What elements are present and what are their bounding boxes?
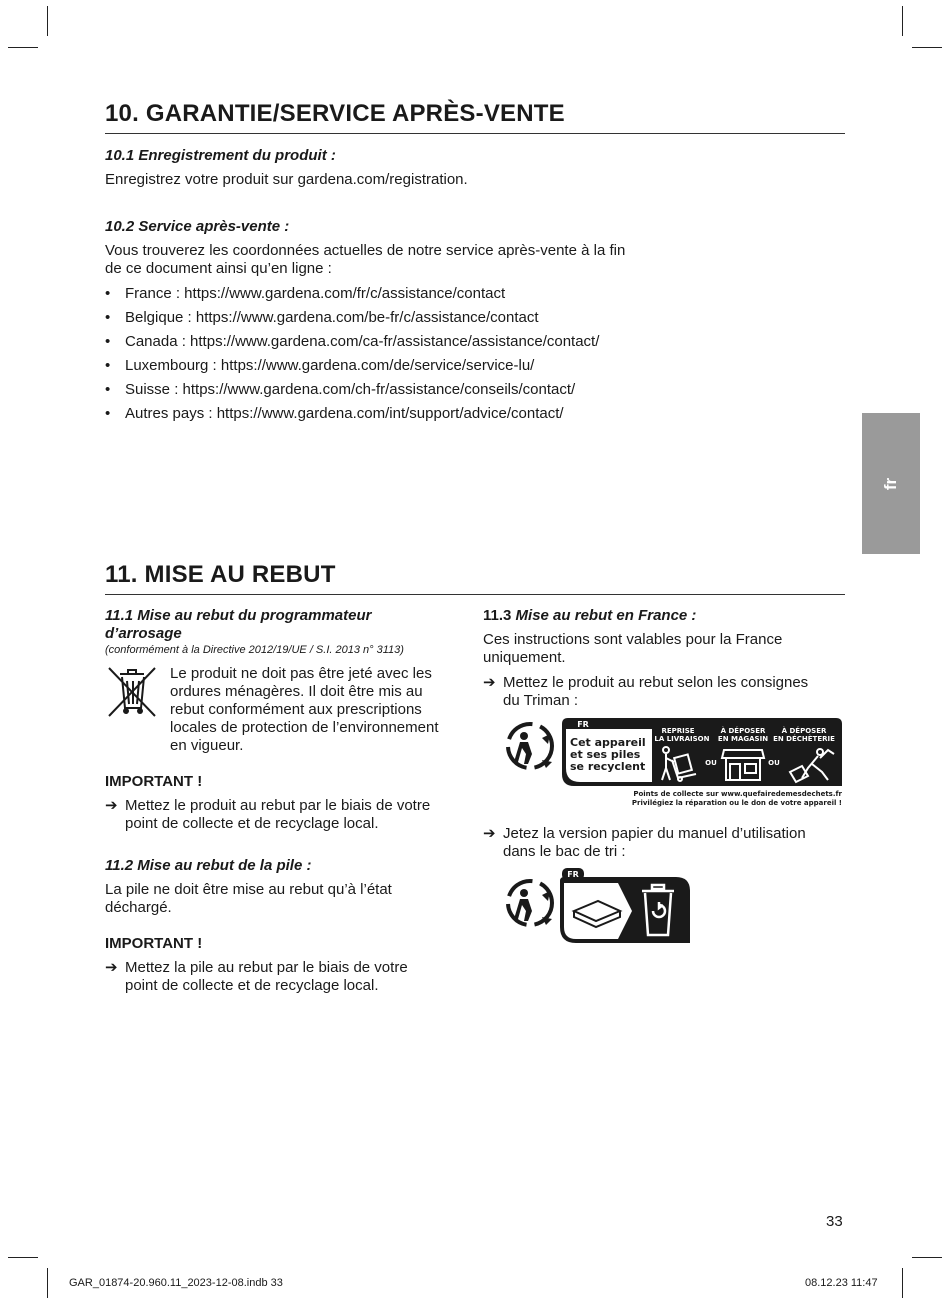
triman-col-label: REPRISE bbox=[661, 727, 695, 735]
crop-mark bbox=[8, 1257, 38, 1258]
triman-main-line: Cet appareil bbox=[570, 736, 646, 749]
crop-mark bbox=[902, 6, 903, 36]
triman-main-line: et ses piles bbox=[570, 748, 641, 761]
disposal-text-line: en vigueur. bbox=[170, 737, 244, 754]
triman-main-line: se recyclent bbox=[570, 760, 646, 773]
instruction-line: Jetez la version papier du manuel d’utilisation bbox=[503, 825, 806, 842]
triman-col-label: À DÉPOSER bbox=[781, 727, 827, 735]
subsection-10-1-title: 10.1 Enregistrement du produit : bbox=[105, 147, 336, 164]
triman-person-icon bbox=[508, 881, 552, 925]
crop-mark bbox=[47, 6, 48, 36]
arrow-icon: ➔ bbox=[483, 825, 496, 842]
section-divider bbox=[105, 133, 845, 134]
registration-text: Enregistrez votre produit sur gardena.com/registration. bbox=[105, 171, 468, 188]
subsection-11-1-title: d’arrosage bbox=[105, 625, 182, 642]
paper-sorting-logo bbox=[502, 867, 692, 945]
paper-badge: FR bbox=[567, 870, 579, 879]
triman-logo bbox=[502, 716, 844, 809]
service-text-line: de ce document ainsi qu’en ligne : bbox=[105, 260, 332, 277]
list-item[interactable]: • Autres pays : https://www.gardena.com/int/support/advice/contact/ bbox=[105, 405, 599, 429]
crop-mark bbox=[47, 1268, 48, 1298]
footer-file-info: GAR_01874-20.960.11_2023-12-08.indb 33 bbox=[69, 1277, 283, 1289]
subsection-11-3-title: 11.3 Mise au rebut en France : bbox=[483, 607, 697, 624]
important-heading: IMPORTANT ! bbox=[105, 935, 203, 952]
france-text-line: Ces instructions sont valables pour la France bbox=[483, 631, 783, 648]
language-tab bbox=[862, 413, 920, 554]
instruction-line: du Triman : bbox=[503, 692, 579, 709]
footer-date-time: 08.12.23 11:47 bbox=[805, 1277, 878, 1289]
subsection-11-2-title: 11.2 Mise au rebut de la pile : bbox=[105, 857, 312, 874]
triman-footer-line: Privilégiez la réparation ou le don de votre appareil ! bbox=[631, 799, 842, 807]
triman-badge: FR bbox=[577, 720, 589, 729]
instruction-line: Mettez le produit au rebut par le biais de votre bbox=[125, 797, 431, 814]
triman-col-label: EN MAGASIN bbox=[717, 735, 769, 743]
section-divider bbox=[105, 594, 845, 595]
list-item[interactable]: • Belgique : https://www.gardena.com/be-fr/c/assistance/contact bbox=[105, 309, 599, 333]
instruction-item bbox=[483, 674, 808, 710]
disposal-text-line: ordures ménagères. Il doit être mis au bbox=[170, 683, 423, 700]
arrow-icon: ➔ bbox=[105, 797, 118, 814]
triman-person-icon bbox=[508, 724, 552, 768]
battery-text-line: déchargé. bbox=[105, 899, 172, 916]
section-10-title: 10. GARANTIE/SERVICE APRÈS-VENTE bbox=[105, 100, 565, 127]
subsection-11-1-title: 11.1 Mise au rebut du programmateur bbox=[105, 607, 372, 624]
france-text-line: uniquement. bbox=[483, 649, 566, 666]
instruction-line: dans le bac de tri : bbox=[503, 843, 626, 860]
subsection-10-2-title: 10.2 Service après-vente : bbox=[105, 218, 290, 235]
list-item[interactable]: • Luxembourg : https://www.gardena.com/de/service/service-lu/ bbox=[105, 357, 599, 381]
battery-text-line: La pile ne doit être mise au rebut qu’à l’état bbox=[105, 881, 392, 898]
arrow-icon: ➔ bbox=[105, 959, 118, 976]
crop-mark bbox=[902, 1268, 903, 1298]
list-item[interactable]: • France : https://www.gardena.com/fr/c/assistance/contact bbox=[105, 285, 599, 309]
service-text-line: Vous trouverez les coordonnées actuelles de notre service après-vente à la fin bbox=[105, 242, 626, 259]
crop-mark bbox=[912, 1257, 942, 1258]
important-heading: IMPORTANT ! bbox=[105, 773, 203, 790]
instruction-line: Mettez la pile au rebut par le biais de votre bbox=[125, 959, 408, 976]
triman-col-label: EN DÉCHÈTERIE bbox=[773, 735, 835, 743]
crop-mark bbox=[912, 47, 942, 48]
instruction-line: point de collecte et de recyclage local. bbox=[125, 977, 379, 994]
triman-or: OU bbox=[705, 759, 717, 767]
service-links-list bbox=[105, 285, 599, 429]
list-item[interactable]: • Suisse : https://www.gardena.com/ch-fr/assistance/conseils/contact/ bbox=[105, 381, 599, 405]
triman-col-label: À LA LIVRAISON bbox=[646, 735, 710, 743]
triman-or: OU bbox=[768, 759, 780, 767]
arrow-icon: ➔ bbox=[483, 674, 496, 691]
disposal-text-line: rebut conformément aux prescriptions bbox=[170, 701, 422, 718]
instruction-line: Mettez le produit au rebut selon les consignes bbox=[503, 674, 809, 691]
directive-note: (conformément à la Directive 2012/19/UE / S.I. 2013 n° 3113) bbox=[105, 644, 404, 656]
instruction-line: point de collecte et de recyclage local. bbox=[125, 815, 379, 832]
instruction-item bbox=[105, 797, 430, 833]
crop-mark bbox=[8, 47, 38, 48]
list-item[interactable]: • Canada : https://www.gardena.com/ca-fr/assistance/assistance/contact/ bbox=[105, 333, 599, 357]
triman-col-label: À DÉPOSER bbox=[720, 727, 766, 735]
triman-footer-line: Points de collecte sur www.quefairedemesdechets.fr bbox=[633, 790, 842, 798]
disposal-text-line: locales de protection de l’environnement bbox=[170, 719, 439, 736]
instruction-item bbox=[483, 825, 806, 861]
instruction-item bbox=[105, 959, 408, 995]
language-tab-label: fr bbox=[881, 477, 900, 490]
disposal-text-line: Le produit ne doit pas être jeté avec les bbox=[170, 665, 432, 682]
crossed-out-bin-icon bbox=[106, 664, 158, 720]
page-number: 33 bbox=[826, 1213, 843, 1230]
section-11-title: 11. MISE AU REBUT bbox=[105, 561, 336, 588]
